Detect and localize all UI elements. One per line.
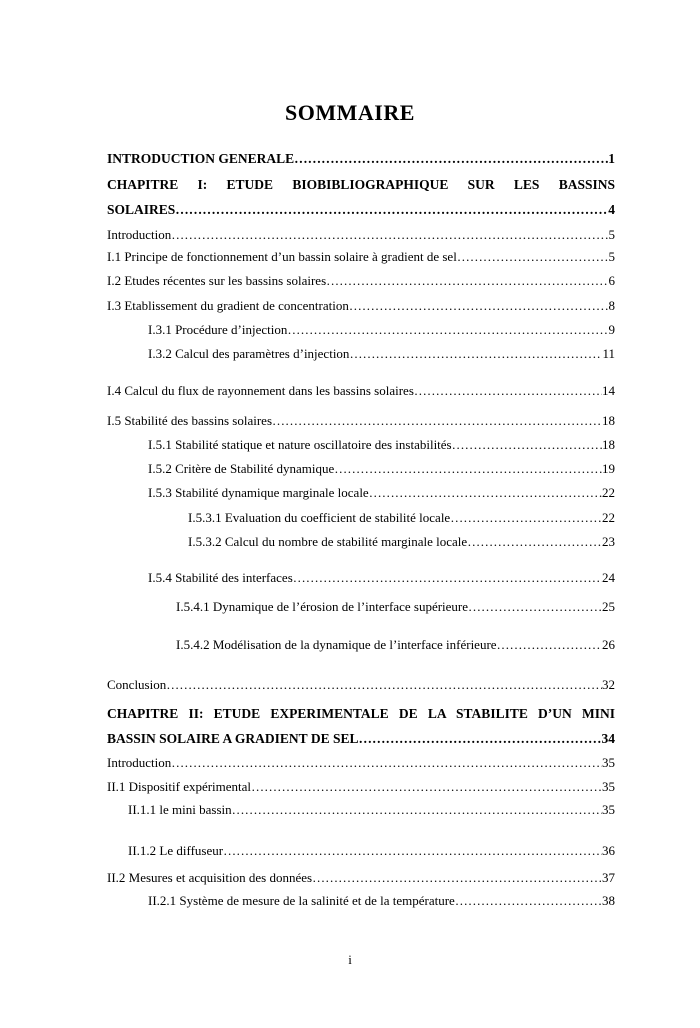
toc-entry xyxy=(107,677,615,693)
toc-entry-page: 5 xyxy=(608,249,615,264)
toc-entry-page: 38 xyxy=(602,893,615,908)
toc-entry xyxy=(148,322,615,338)
toc-entry-title: I.3.2 Calcul des paramètres d’injection xyxy=(148,346,350,361)
page-number: i xyxy=(348,952,352,967)
toc-entry-title: II.2.1 Système de mesure de la salinité et de la température xyxy=(148,893,455,908)
toc-entry xyxy=(107,731,615,747)
toc-entry-title: I.3.1 Procédure d’injection xyxy=(148,322,288,337)
toc-entry-title: I.5.3.1 Evaluation du coefficient de stabilité locale xyxy=(188,510,451,525)
toc-entry-title: I.3 Etablissement du gradient de concentration xyxy=(107,298,349,313)
toc-entry-title: SOLAIRES xyxy=(107,202,176,217)
toc-entry xyxy=(128,802,615,818)
toc-entry-title: II.1 Dispositif expérimental xyxy=(107,779,252,794)
toc-entry-title: INTRODUCTION GENERALE xyxy=(107,151,295,166)
toc-entry-title: Introduction xyxy=(107,755,172,770)
toc-entry-title: I.1 Principe de fonctionnement d’un bassin solaire à gradient de sel xyxy=(107,249,457,264)
toc-leader xyxy=(293,570,602,586)
toc-entry xyxy=(107,779,615,795)
toc-leader xyxy=(414,383,602,399)
toc-leader xyxy=(312,870,602,886)
toc-leader xyxy=(467,534,602,550)
toc-leader xyxy=(358,731,601,747)
toc-entry-page: 36 xyxy=(602,843,615,858)
toc-leader xyxy=(166,677,602,693)
toc-leader xyxy=(369,485,602,501)
toc-leader xyxy=(287,322,608,338)
toc-entry xyxy=(107,202,615,218)
toc-leader xyxy=(349,298,609,314)
toc-entry-page: 35 xyxy=(602,755,615,770)
toc-entry xyxy=(128,843,615,859)
toc-entry-title: I.5.3.2 Calcul du nombre de stabilité marginale locale xyxy=(188,534,468,549)
toc-leader xyxy=(450,510,602,526)
toc-entry-title: Introduction xyxy=(107,227,172,242)
toc-entry-page: 18 xyxy=(602,437,615,452)
toc-leader xyxy=(272,413,602,429)
toc-leader xyxy=(232,802,602,818)
toc-entry-page: 22 xyxy=(602,510,615,525)
toc-leader xyxy=(457,249,609,265)
toc-leader xyxy=(175,202,608,218)
toc-entry-page: 19 xyxy=(602,461,615,476)
toc-leader xyxy=(294,151,608,167)
toc-entry-page: 8 xyxy=(608,298,615,313)
toc-entry-page: 34 xyxy=(601,731,615,746)
toc-entry-page: 22 xyxy=(602,485,615,500)
toc-entry xyxy=(188,534,615,550)
toc-entry-page: 18 xyxy=(602,413,615,428)
toc-entry xyxy=(148,437,615,453)
toc-entry-page: 23 xyxy=(602,534,615,549)
toc-entry-page: 35 xyxy=(602,779,615,794)
toc-leader xyxy=(326,273,608,289)
toc-entry-page: 26 xyxy=(602,637,615,652)
toc-entry xyxy=(107,151,615,167)
toc-leader xyxy=(468,599,602,615)
toc-entry-title: II.1.2 Le diffuseur xyxy=(128,843,224,858)
page-title: SOMMAIRE xyxy=(285,100,415,125)
toc-entry xyxy=(107,870,615,886)
toc-entry-page: 14 xyxy=(602,383,615,398)
toc-entry-title: II.1.1 le mini bassin xyxy=(128,802,232,817)
toc-entry-page: 25 xyxy=(602,599,615,614)
toc-entry-title: I.2 Etudes récentes sur les bassins solaires xyxy=(107,273,327,288)
chapter-heading: CHAPITRE II: ETUDE EXPERIMENTALE DE LA STABILITE D’UN MINI xyxy=(107,706,615,721)
toc-entry-page: 35 xyxy=(602,802,615,817)
toc-entry-title: I.5.2 Critère de Stabilité dynamique xyxy=(148,461,335,476)
toc-leader xyxy=(223,843,602,859)
chapter-heading: CHAPITRE I: ETUDE BIOBIBLIOGRAPHIQUE SUR LES BASSINS xyxy=(107,177,615,192)
toc-entry xyxy=(148,346,615,362)
toc-entry-title: I.5.4.2 Modélisation de la dynamique de l’interface inférieure xyxy=(176,637,497,652)
toc-entry xyxy=(107,227,615,243)
toc-entry-page: 37 xyxy=(602,870,615,885)
toc-entry xyxy=(148,570,615,586)
toc-entry xyxy=(148,461,615,477)
toc-leader xyxy=(334,461,602,477)
toc-entry-page: 1 xyxy=(608,151,615,166)
toc-entry-title: I.5.4.1 Dynamique de l’érosion de l’interface supérieure xyxy=(176,599,469,614)
toc-leader xyxy=(452,437,602,453)
toc-entry xyxy=(148,893,615,909)
toc-entry-page: 4 xyxy=(608,202,615,217)
toc-leader xyxy=(455,893,602,909)
toc-entry-title: I.5 Stabilité des bassins solaires xyxy=(107,413,273,428)
toc-entry-title: I.5.3 Stabilité dynamique marginale locale xyxy=(148,485,369,500)
toc-entry-title: I.5.4 Stabilité des interfaces xyxy=(148,570,293,585)
toc-entry-title: I.5.1 Stabilité statique et nature oscillatoire des instabilités xyxy=(148,437,452,452)
toc-entry xyxy=(107,413,615,429)
toc-entry-page: 11 xyxy=(602,346,615,361)
toc-entry-title: BASSIN SOLAIRE A GRADIENT DE SEL xyxy=(107,731,359,746)
toc-entry xyxy=(188,510,615,526)
toc-entry xyxy=(176,637,615,653)
toc-leader xyxy=(497,637,602,653)
toc-leader xyxy=(349,346,602,362)
toc-entry-title: II.2 Mesures et acquisition des données xyxy=(107,870,313,885)
toc-entry xyxy=(176,599,615,615)
toc-entry-page: 9 xyxy=(608,322,615,337)
toc-leader xyxy=(171,755,602,771)
toc-entry-page: 24 xyxy=(602,570,615,585)
toc-entry xyxy=(107,298,615,314)
toc-leader xyxy=(171,227,608,243)
toc-entry xyxy=(107,249,615,265)
toc-entry xyxy=(107,383,615,399)
toc-entry-page: 6 xyxy=(608,273,615,288)
toc-entry xyxy=(107,273,615,289)
toc-entry xyxy=(148,485,615,501)
toc-leader xyxy=(251,779,602,795)
toc-entry-title: I.4 Calcul du flux de rayonnement dans les bassins solaires xyxy=(107,383,414,398)
toc-entry-title: Conclusion xyxy=(107,677,167,692)
toc-entry xyxy=(107,755,615,771)
toc-entry-page: 5 xyxy=(608,227,615,242)
toc-entry-page: 32 xyxy=(602,677,615,692)
